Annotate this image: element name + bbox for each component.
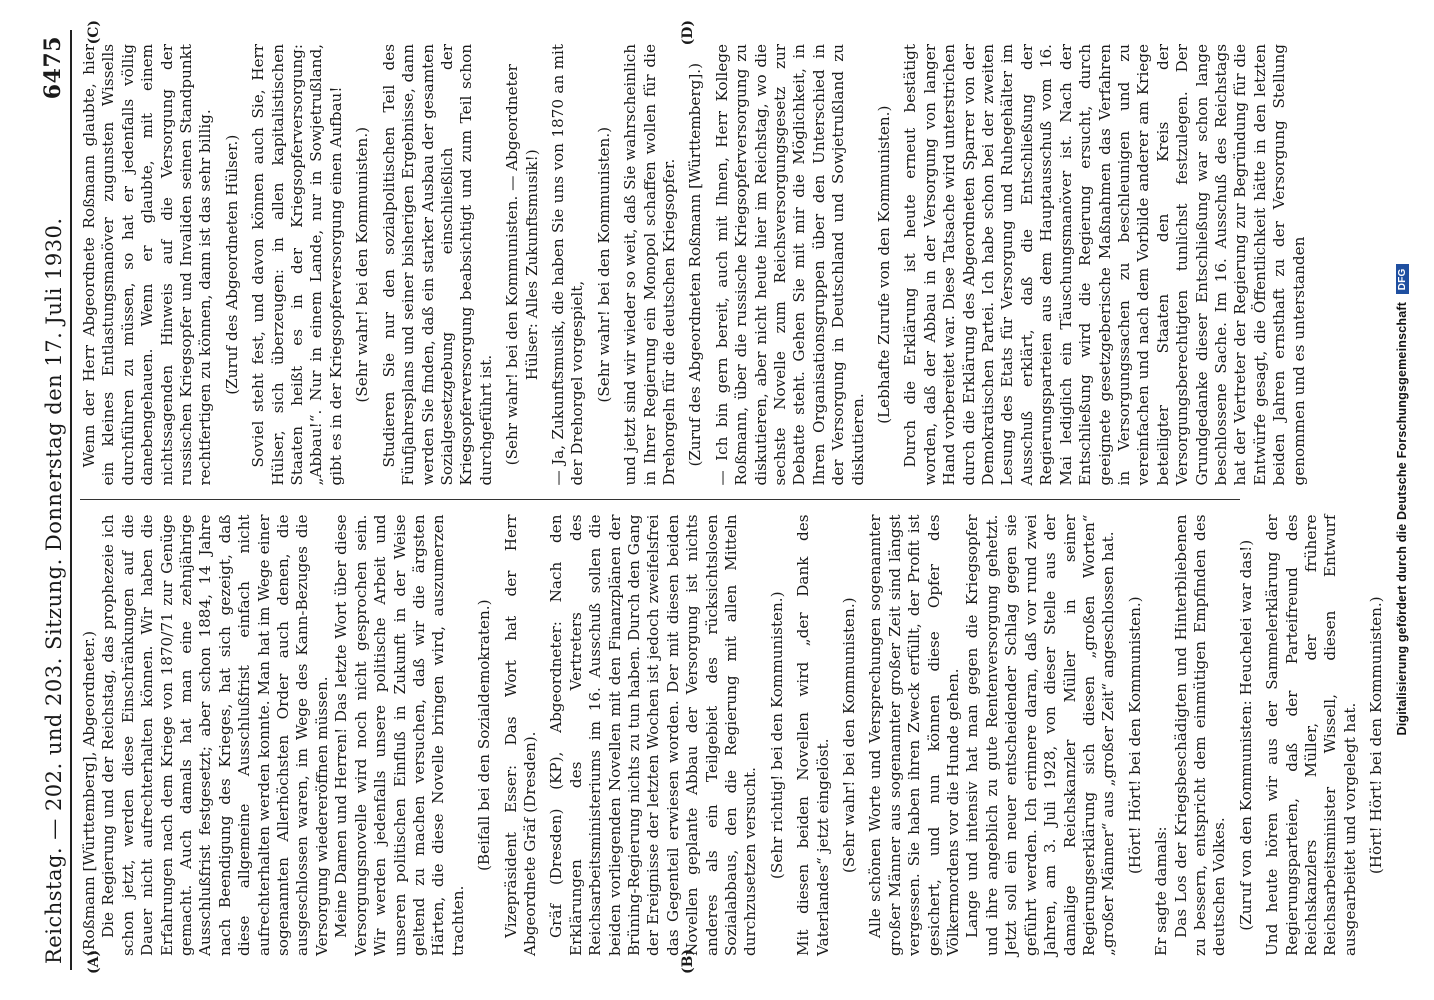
interjection: (Lebhafte Zurufe von den Kommunisten.) — [875, 105, 894, 424]
paragraph: Lange und intensiv hat man gegen die Kriegsopfer und ihre angeblich zu gute Rentenversorgung gehetzt. Jetzt soll ein neuer entscheidender Schlag gegen sie geführt werden. Ich erinnere daran, daß vor rund zwei Jahren, am 3. Juli 1928, von dieser Stelle aus der damalige Reichskanzler Müller in seiner Regierungserklärung sich diesen „großen Worten“ „großer Männer“ aus „großer Zeit“ angeschlossen hat. — [963, 514, 1118, 956]
paragraph: Er sagte damals: — [1152, 826, 1171, 956]
digitization-credit — [1395, 0, 1425, 1000]
interjection: (Hört! Hört! bei den Kommunisten.) — [1125, 596, 1144, 875]
paragraph: Wenn der Herr Abgeordnete Roßmann glaubte, hier ein kleines Entlastungsmanöver zugunsten Wissells durchführen zu müssen, so hat er jedenfalls völlig danebengehauen. Wenn er glaubte, mit einem nichtssagenden Hinweis auf die Versorgung der russischen Kriegsopfer und Invaliden seinen Standpunkt rechtfertigen zu können, dann ist das sehr billig. — [80, 44, 215, 486]
paragraph: — Ja, Zukunftsmusik, die haben Sie uns von 1870 an mit der Drehorgel vorgespielt, — [548, 44, 587, 486]
interjection: (Sehr wahr! bei den Kommunisten.) — [594, 126, 613, 403]
paragraph: Soviel steht fest, und davon können auch Sie, Herr Hülser, sich überzeugen: in allen kapitalistischen Staaten heißt es in der Kriegsopferversorgung: „Abbau!“. Nur in einem Lande, nur in Sowjetrußland, gibt es in der Kriegsopferversorgung einen Aufbau! — [249, 44, 345, 486]
margin-mark-b: (B) — [680, 948, 696, 974]
interjection: (Zuruf des Abgeordneten Hülser.) — [222, 134, 241, 395]
interjection: (Beifall bei den Sozialdemokraten.) — [475, 599, 494, 872]
chair-statement: Vizepräsident Esser: Das Wort hat der Herr Abgeordnete Gräf (Dresden). — [501, 514, 539, 956]
right-column — [80, 30, 1308, 501]
interjection: (Zuruf von den Kommunisten: Heuchelei war das!) — [1236, 539, 1255, 931]
quotation: Das Los der Kriegsbeschädigten und Hinterbliebenen zu bessern, entspricht dem einmütigen Empfinden des deutschen Volkes. — [1171, 514, 1229, 956]
paragraph: Die Regierung und der Reichstag, das prophezeie ich schon jetzt, werden diese Einschränkungen auf die Dauer nicht aufrechterhalten können. Wir haben die Erfahrungen nach dem Kriege von 1870/71 zur Genüge gemacht. Auch damals hat man eine zehnjährige Ausschlußfrist festgesetzt; aber schon 1884, 14 Jahre nach Beendigung des Krieges, hat sich gezeigt, daß diese allgemeine Ausschlußfrist einfach nicht aufrechterhalten werden konnte. Man hat im Wege einer sogenannten Allerhöchsten Order auch denen, die ausgeschlossen waren, im Wege des Kann-Bezuges die Versorgung wiedereröffnen müssen. — [99, 514, 331, 956]
text-columns — [80, 20, 1386, 974]
page-number: 6475 — [40, 36, 66, 100]
paragraph: Meine Damen und Herren! Das letzte Wort über diese Versorgungsnovelle wird noch nicht gesprochen sein. Wir werden jedenfalls unsere politische Arbeit und unseren politischen Einfluß in Zukunft in der Weise geltend zu machen versuchen, daß wir die ärgsten Härten, die diese Novelle bringen wird, auszumerzen trachten. — [332, 514, 467, 956]
interjection: (Hört! Hört! bei den Kommunisten.) — [1367, 596, 1386, 875]
margin-mark-a: (A) — [86, 949, 102, 974]
dfg-logo: DFG — [1396, 265, 1409, 295]
paragraph: Gräf (Dresden) (KP), Abgeordneter: Nach den Erklärungen des Vertreters des Reichsarbeitsministeriums im 16. Ausschuß sollen die beiden vorliegenden Novellen mit den Finanzplänen der Brüning-Regierung nichts zu tun haben. Durch den Gang der Ereignisse der letzten Wochen ist jedoch zweifelsfrei das Gegenteil erwiesen worden. Der mit diesen beiden Novellen geplante Abbau der Versorgung ist nichts anderes als ein Teilgebiet des rücksichtslosen Sozialabbaus, den die Regierung mit allen Mitteln durchzusetzen versucht. — [547, 514, 760, 956]
interjection: (Sehr richtig! bei den Kommunisten.) — [767, 591, 786, 880]
interjection: (Sehr wahr! bei den Kommunisten.) — [840, 597, 859, 874]
paragraph: Durch die Erklärung ist heute erneut bestätigt worden, daß der Abbau in der Versorgung von langer Hand vorbereitet war. Diese Tatsache wird unterstrichen durch die Erklärung des Abgeordneten Sparrer von der Demokratischen Partei. Ich habe schon bei der zweiten Lesung des Etats für Versorgung und Ruhegehälter im Ausschuß erklärt, daß die Entschließung der Regierungsparteien aus dem Hauptausschuß vom 16. Mai lediglich ein Täuschungsmanöver ist. Nach der Entschließung wird die Regierung ersucht, durch geeignete gesetzgeberische Maßnahmen das Verfahren in Versorgungssachen zu beschleunigen und zu vereinfachen und nach dem Vorbilde anderer am Kriege beteiligter Staaten den Kreis der Versorgungsberechtigten tunlichst festzulegen. Der Grundgedanke dieser Entschließung war schon lange beschlossene Sache. Im 16. Ausschuß des Reichstags hat der Vertreter der Regierung zur Begründung für die Entwürfe gesagt, die Öffentlichkeit hätte in den letzten beiden Jahren ernsthaft zu der Versorgung Stellung genommen und es unterstanden — [901, 44, 1308, 486]
interjection: (Sehr wahr! bei den Kommunisten.) — [353, 126, 372, 403]
credit-text: Digitalisierung gefördert durch die Deutsche Forschungsgemeinschaft — [1395, 301, 1409, 736]
paragraph: Und heute hören wir aus der Sammelerklärung der Regierungsparteien, daß der Parteifreund des Reichskanzlers Müller, der frühere Reichsarbeitsminister Wissell, diesen Entwurf ausgearbeitet und vorgelegt hat. — [1263, 514, 1359, 956]
margin-mark-d: (D) — [680, 20, 696, 46]
paragraph: und jetzt sind wir wieder so weit, daß Sie wahrscheinlich in Ihrer Regierung ein Monopol schaffen wollen für die Drehorgeln für die deutschen Kriegsopfer. — [621, 44, 678, 486]
interjection: (Sehr wahr! bei den Kommunisten. — Abgeordneter Hülser: Alles Zukunftsmusik!) — [503, 64, 541, 466]
paragraph: Mit diesen beiden Novellen wird „der Dank des Vaterlandes“ jetzt eingelöst. — [794, 514, 832, 956]
running-header — [40, 30, 72, 970]
margin-mark-c: (C) — [86, 20, 102, 45]
paragraph: — Ich bin gern bereit, auch mit Ihnen, Herr Kollege Roßmann, über die russische Kriegsopferversorgung zu diskutieren, aber nicht heute hier im Reichstag, wo die sechste Novelle zum Reichsversorgungsgesetz zur Debatte steht. Gehen Sie mit mir die Möglichkeit, in Ihren Organisationsgruppen über den Unterschied in der Versorgung in Deutschland und Sowjetrußland zu diskutieren. — [712, 44, 867, 486]
header-title: Reichstag. — 202. und 203. Sitzung. Donnerstag den 17. Juli 1930. — [42, 217, 66, 964]
paragraph: Alle schönen Worte und Versprechungen sogenannter großer Männer aus sogenannter großer Zeit sind längst vergessen. Sie haben ihren Zweck erfüllt, der Profit ist gesichert, und nun können diese Opfer des Völkermordens vor die Hunde gehen. — [866, 514, 963, 956]
paragraph: Studieren Sie nur den sozialpolitischen Teil des Fünfjahresplans und seiner bisherigen Ergebnisse, dann werden Sie finden, daß ein starker Ausbau der gesamten Sozialgesetzgebung einschließlich der Kriegsopferversorgung beabsichtigt und zum Teil schon durchgeführt ist. — [379, 44, 495, 486]
left-column — [80, 501, 1386, 971]
speaker-note: (Roßmann [Württemberg], Abgeordneter.) — [80, 630, 98, 956]
interjection: (Zuruf des Abgeordneten Roßmann [Württemberg].) — [686, 62, 705, 467]
